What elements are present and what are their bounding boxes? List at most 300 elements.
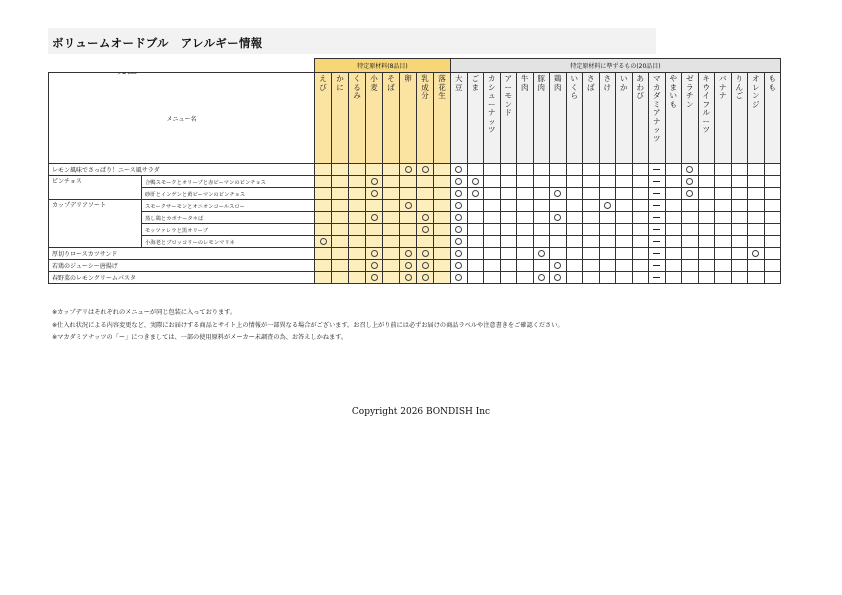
- allergen-cell: [665, 188, 682, 200]
- allergen-cell: [484, 188, 501, 200]
- allergen-cell: [599, 164, 616, 176]
- allergen-cell: [417, 260, 434, 272]
- allergen-cell: [599, 176, 616, 188]
- allergen-cell: [682, 236, 699, 248]
- allergen-cell: [500, 212, 517, 224]
- allergen-cell: [349, 224, 366, 236]
- contains-mark: [455, 190, 462, 197]
- copyright: Copyright 2026 BONDISH Inc: [351, 407, 491, 417]
- allergen-cell: [682, 260, 699, 272]
- allergen-cell: [748, 212, 765, 224]
- allergen-name: カシューナッツ: [488, 74, 496, 134]
- allergen-cell: [649, 272, 666, 284]
- allergen-cell: [599, 212, 616, 224]
- allergen-cell: [748, 260, 765, 272]
- contains-mark: [422, 262, 429, 269]
- allergen-name: オレンジ: [752, 74, 760, 109]
- allergen-cell: [434, 176, 451, 188]
- allergen-cell: [698, 188, 715, 200]
- allergen-cell: [599, 188, 616, 200]
- allergen-cell: [315, 224, 332, 236]
- allergen-cell: [583, 212, 600, 224]
- allergen-cell: [434, 200, 451, 212]
- allergen-name: えび: [319, 74, 327, 92]
- allergen-cell: [332, 224, 349, 236]
- allergen-cell: [682, 164, 699, 176]
- contains-mark: [752, 250, 759, 257]
- allergen-cell: [748, 224, 765, 236]
- unverified-mark: [653, 193, 660, 194]
- allergen-cell: [649, 212, 666, 224]
- allergen-cell: [484, 272, 501, 284]
- allergen-cell: [517, 212, 534, 224]
- allergen-cell: [349, 248, 366, 260]
- allergen-cell: [616, 188, 633, 200]
- allergen-cell: [665, 272, 682, 284]
- allergen-cell: [698, 272, 715, 284]
- allergen-cell: [315, 272, 332, 284]
- allergen-header: [665, 73, 682, 164]
- allergen-cell: [383, 164, 400, 176]
- allergen-cell: [467, 164, 484, 176]
- allergen-cell: [315, 176, 332, 188]
- contains-mark: [371, 250, 378, 257]
- allergen-cell: [349, 188, 366, 200]
- allergen-cell: [400, 176, 417, 188]
- sub-menu-name: 小海老とブロッコリーのレモンマリネ: [142, 236, 315, 248]
- sub-menu-name: 合鴨スモークとオリーブと赤ピーマンのピンチョス: [142, 176, 315, 188]
- allergen-cell: [731, 260, 748, 272]
- allergen-cell: [599, 200, 616, 212]
- allergen-cell: [550, 212, 567, 224]
- allergen-cell: [383, 272, 400, 284]
- allergen-header: [731, 73, 748, 164]
- allergen-cell: [566, 224, 583, 236]
- allergen-cell: [332, 236, 349, 248]
- allergen-cell: [550, 236, 567, 248]
- allergen-cell: [467, 212, 484, 224]
- allergen-cell: [533, 272, 550, 284]
- allergen-cell: [349, 260, 366, 272]
- allergen-cell: [764, 260, 781, 272]
- allergen-header: [366, 73, 383, 164]
- allergen-name: 牛肉: [521, 74, 529, 92]
- allergen-cell: [649, 164, 666, 176]
- menu-name: 厚切りロースカツサンド: [49, 248, 315, 260]
- allergen-cell: [517, 236, 534, 248]
- allergen-cell: [500, 236, 517, 248]
- allergen-cell: [649, 200, 666, 212]
- allergen-cell: [566, 260, 583, 272]
- allergen-cell: [315, 212, 332, 224]
- allergen-header: [332, 73, 349, 164]
- allergen-cell: [451, 236, 468, 248]
- allergen-cell: [616, 224, 633, 236]
- allergen-header: [417, 73, 434, 164]
- allergen-cell: [383, 224, 400, 236]
- allergen-cell: [599, 224, 616, 236]
- allergen-cell: [731, 272, 748, 284]
- allergen-cell: [332, 164, 349, 176]
- allergen-cell: [451, 200, 468, 212]
- allergen-name: いくら: [570, 74, 578, 100]
- allergen-cell: [616, 260, 633, 272]
- allergen-cell: [517, 248, 534, 260]
- allergen-cell: [616, 176, 633, 188]
- allergen-name: マカダミアナッツ: [653, 74, 661, 143]
- allergen-cell: [731, 236, 748, 248]
- allergen-cell: [484, 176, 501, 188]
- allergen-cell: [451, 248, 468, 260]
- allergen-cell: [632, 236, 649, 248]
- allergen-name: 卵: [404, 74, 412, 83]
- allergen-header: [434, 73, 451, 164]
- allergen-cell: [715, 176, 732, 188]
- allergen-cell: [698, 248, 715, 260]
- allergen-name: ごま: [471, 74, 479, 92]
- page-title: ボリュームオードブル アレルギー情報: [52, 36, 263, 50]
- allergen-name: 落花生: [438, 74, 446, 100]
- table-row: [49, 260, 781, 272]
- contains-mark: [371, 262, 378, 269]
- allergen-cell: [467, 260, 484, 272]
- allergen-cell: [698, 164, 715, 176]
- allergen-name: キウイフルーツ: [702, 74, 710, 134]
- allergen-cell: [698, 212, 715, 224]
- allergen-cell: [583, 272, 600, 284]
- allergen-cell: [616, 212, 633, 224]
- contains-mark: [455, 238, 462, 245]
- allergen-header: [715, 73, 732, 164]
- allergen-cell: [731, 248, 748, 260]
- allergen-cell: [715, 188, 732, 200]
- allergen-cell: [616, 200, 633, 212]
- menu-name: 若鶏のジューシー唐揚げ: [49, 260, 315, 272]
- allergen-cell: [731, 176, 748, 188]
- allergen-cell: [484, 224, 501, 236]
- allergen-cell: [533, 164, 550, 176]
- allergen-cell: [665, 212, 682, 224]
- allergen-cell: [400, 212, 417, 224]
- allergen-cell: [349, 176, 366, 188]
- allergen-cell: [715, 200, 732, 212]
- allergen-cell: [434, 164, 451, 176]
- allergen-cell: [451, 272, 468, 284]
- allergen-cell: [566, 188, 583, 200]
- allergen-header: [632, 73, 649, 164]
- header-spacer: [49, 59, 315, 73]
- contains-mark: [371, 214, 378, 221]
- allergen-cell: [566, 200, 583, 212]
- allergen-cell: [517, 224, 534, 236]
- contains-mark: [405, 250, 412, 257]
- contains-mark: [686, 190, 693, 197]
- allergen-cell: [417, 164, 434, 176]
- menu-name-header: メニュー名: [49, 73, 315, 164]
- unverified-mark: [653, 205, 660, 206]
- allergen-cell: [632, 248, 649, 260]
- contains-mark: [422, 226, 429, 233]
- allergen-cell: [383, 200, 400, 212]
- note-line: ※仕入れ状況による内容変更など、実際にお届けする商品とサイト上の情報が一部異なる場合がございます。お召し上がり前には必ずお届けの商品ラベルや注意書きをご確認ください。: [52, 321, 564, 329]
- allergen-cell: [417, 236, 434, 248]
- note-line: ※マカダミアナッツの「ー」につきましては、一部の使用原料がメーカー未調査の為、お答えしかねます。: [52, 334, 348, 341]
- allergen-header: [583, 73, 600, 164]
- allergen-cell: [764, 236, 781, 248]
- allergen-cell: [550, 188, 567, 200]
- allergen-cell: [550, 176, 567, 188]
- contains-mark: [455, 178, 462, 185]
- contains-mark: [538, 274, 545, 281]
- allergen-cell: [715, 260, 732, 272]
- allergen-name: さけ: [603, 74, 611, 92]
- allergen-name: いか: [620, 74, 628, 92]
- allergen-header: [649, 73, 666, 164]
- allergen-cell: [332, 212, 349, 224]
- allergen-cell: [599, 248, 616, 260]
- menu-group-name: カップデリアソート: [49, 200, 142, 248]
- allergen-cell: [366, 248, 383, 260]
- allergen-cell: [315, 248, 332, 260]
- allergen-cell: [417, 200, 434, 212]
- allergen-cell: [764, 212, 781, 224]
- allergen-cell: [698, 236, 715, 248]
- allergen-name: りんご: [735, 74, 743, 100]
- allergen-cell: [665, 224, 682, 236]
- allergen-cell: [500, 224, 517, 236]
- sub-menu-name: 砂肝とインゲンと黄ピーマンのピンチョス: [142, 188, 315, 200]
- allergen-cell: [467, 224, 484, 236]
- allergen-cell: [383, 212, 400, 224]
- allergen-cell: [332, 188, 349, 200]
- contains-mark: [405, 274, 412, 281]
- allergen-cell: [434, 248, 451, 260]
- note-line: ※カップデリはそれぞれのメニューが同じ包装に入っております。: [52, 309, 237, 316]
- allergen-cell: [665, 176, 682, 188]
- allergen-cell: [682, 248, 699, 260]
- allergen-header: [682, 73, 699, 164]
- table-row: [49, 176, 781, 188]
- allergen-cell: [349, 272, 366, 284]
- allergen-cell: [566, 164, 583, 176]
- contains-mark: [422, 214, 429, 221]
- allergen-name: かに: [336, 74, 344, 92]
- allergen-cell: [366, 188, 383, 200]
- allergen-cell: [315, 200, 332, 212]
- allergen-cell: [764, 248, 781, 260]
- allergen-cell: [451, 164, 468, 176]
- allergen-header: [500, 73, 517, 164]
- allergen-cell: [583, 188, 600, 200]
- allergen-cell: [467, 248, 484, 260]
- allergen-cell: [366, 176, 383, 188]
- allergen-cell: [665, 248, 682, 260]
- allergen-cell: [550, 248, 567, 260]
- allergen-cell: [533, 224, 550, 236]
- allergen-cell: [400, 224, 417, 236]
- allergen-cell: [332, 260, 349, 272]
- allergen-cell: [566, 236, 583, 248]
- contains-mark: [472, 190, 479, 197]
- allergen-name: 小麦: [370, 74, 378, 92]
- allergen-cell: [400, 164, 417, 176]
- allergen-cell: [550, 272, 567, 284]
- allergen-cell: [332, 248, 349, 260]
- sub-menu-name: 蒸し鶏とカボナータ＊ば: [142, 212, 315, 224]
- contains-mark: [455, 274, 462, 281]
- allergen-cell: [434, 224, 451, 236]
- allergen-cell: [698, 200, 715, 212]
- allergen-name: くるみ: [353, 74, 361, 100]
- allergen-cell: [467, 176, 484, 188]
- allergen-cell: [500, 272, 517, 284]
- contains-mark: [554, 214, 561, 221]
- allergen-cell: [383, 236, 400, 248]
- allergen-cell: [632, 164, 649, 176]
- allergen-cell: [467, 188, 484, 200]
- allergen-cell: [417, 188, 434, 200]
- contains-mark: [686, 178, 693, 185]
- allergen-cell: [748, 176, 765, 188]
- allergen-cell: [517, 272, 534, 284]
- allergen-header: [599, 73, 616, 164]
- unverified-mark: [653, 253, 660, 254]
- contains-mark: [554, 190, 561, 197]
- menu-group-name: ピンチョス: [49, 176, 142, 200]
- allergen-cell: [349, 200, 366, 212]
- allergen-cell: [484, 236, 501, 248]
- allergen-cell: [366, 200, 383, 212]
- allergen-cell: [566, 272, 583, 284]
- allergen-header: [517, 73, 534, 164]
- allergen-cell: [417, 272, 434, 284]
- contains-mark: [320, 238, 327, 245]
- allergen-cell: [715, 248, 732, 260]
- allergen-cell: [467, 272, 484, 284]
- allergen-cell: [616, 164, 633, 176]
- allergen-header: [764, 73, 781, 164]
- allergen-cell: [731, 164, 748, 176]
- allergen-cell: [383, 248, 400, 260]
- allergen-cell: [332, 272, 349, 284]
- allergen-header: [400, 73, 417, 164]
- allergen-cell: [484, 200, 501, 212]
- allergen-cell: [533, 188, 550, 200]
- allergen-cell: [566, 248, 583, 260]
- allergen-cell: [550, 224, 567, 236]
- allergen-cell: [315, 236, 332, 248]
- allergen-cell: [764, 176, 781, 188]
- allergen-cell: [467, 236, 484, 248]
- allergen-cell: [649, 248, 666, 260]
- allergen-cell: [366, 212, 383, 224]
- allergen-cell: [599, 260, 616, 272]
- allergen-cell: [400, 272, 417, 284]
- allergen-cell: [484, 248, 501, 260]
- allergen-cell: [315, 260, 332, 272]
- allergen-cell: [550, 164, 567, 176]
- allergen-cell: [400, 260, 417, 272]
- contains-mark: [554, 262, 561, 269]
- allergen-cell: [366, 236, 383, 248]
- allergen-name: あわび: [636, 74, 644, 100]
- contains-mark: [455, 202, 462, 209]
- allergen-cell: [467, 200, 484, 212]
- allergen-cell: [500, 188, 517, 200]
- allergen-cell: [632, 200, 649, 212]
- allergen-cell: [566, 212, 583, 224]
- allergen-cell: [500, 164, 517, 176]
- allergen-cell: [599, 236, 616, 248]
- allergen-cell: [517, 164, 534, 176]
- allergen-cell: [550, 200, 567, 212]
- contains-mark: [405, 262, 412, 269]
- allergen-cell: [533, 248, 550, 260]
- allergen-cell: [417, 248, 434, 260]
- allergen-cell: [698, 260, 715, 272]
- allergen-cell: [731, 200, 748, 212]
- allergen-cell: [599, 272, 616, 284]
- allergen-cell: [682, 176, 699, 188]
- allergen-cell: [632, 176, 649, 188]
- sub-menu-name: モッツァレラと黒オリーブ: [142, 224, 315, 236]
- allergen-cell: [366, 260, 383, 272]
- allergen-cell: [517, 188, 534, 200]
- allergen-cell: [517, 176, 534, 188]
- allergen-cell: [583, 224, 600, 236]
- allergen-cell: [417, 176, 434, 188]
- allergen-cell: [332, 200, 349, 212]
- allergen-cell: [682, 224, 699, 236]
- allergen-cell: [616, 236, 633, 248]
- allergen-name: そば: [387, 74, 395, 92]
- allergen-cell: [583, 176, 600, 188]
- allergen-cell: [748, 272, 765, 284]
- allergen-header: [349, 73, 366, 164]
- contains-mark: [422, 250, 429, 257]
- allergen-cell: [315, 188, 332, 200]
- allergen-name: もも: [768, 74, 776, 92]
- allergen-name: バナナ: [719, 74, 727, 100]
- contains-mark: [554, 274, 561, 281]
- allergen-cell: [764, 224, 781, 236]
- allergen-cell: [731, 188, 748, 200]
- allergen-name: アーモンド: [504, 74, 512, 117]
- allergen-cell: [383, 188, 400, 200]
- allergen-cell: [451, 176, 468, 188]
- allergen-cell: [417, 212, 434, 224]
- contains-mark: [455, 226, 462, 233]
- allergen-cell: [434, 236, 451, 248]
- allergen-cell: [500, 248, 517, 260]
- allergen-cell: [500, 260, 517, 272]
- allergen-cell: [550, 260, 567, 272]
- notes-section: [52, 307, 564, 345]
- allergen-cell: [533, 176, 550, 188]
- allergen-cell: [583, 236, 600, 248]
- allergen-cell: [731, 212, 748, 224]
- allergen-cell: [665, 236, 682, 248]
- allergen-cell: [698, 176, 715, 188]
- allergen-cell: [566, 176, 583, 188]
- unverified-mark: [653, 181, 660, 182]
- table-row: [49, 248, 781, 260]
- unverified-mark: [653, 169, 660, 170]
- contains-mark: [455, 166, 462, 173]
- allergen-cell: [451, 188, 468, 200]
- allergen-cell: [632, 272, 649, 284]
- contains-mark: [686, 166, 693, 173]
